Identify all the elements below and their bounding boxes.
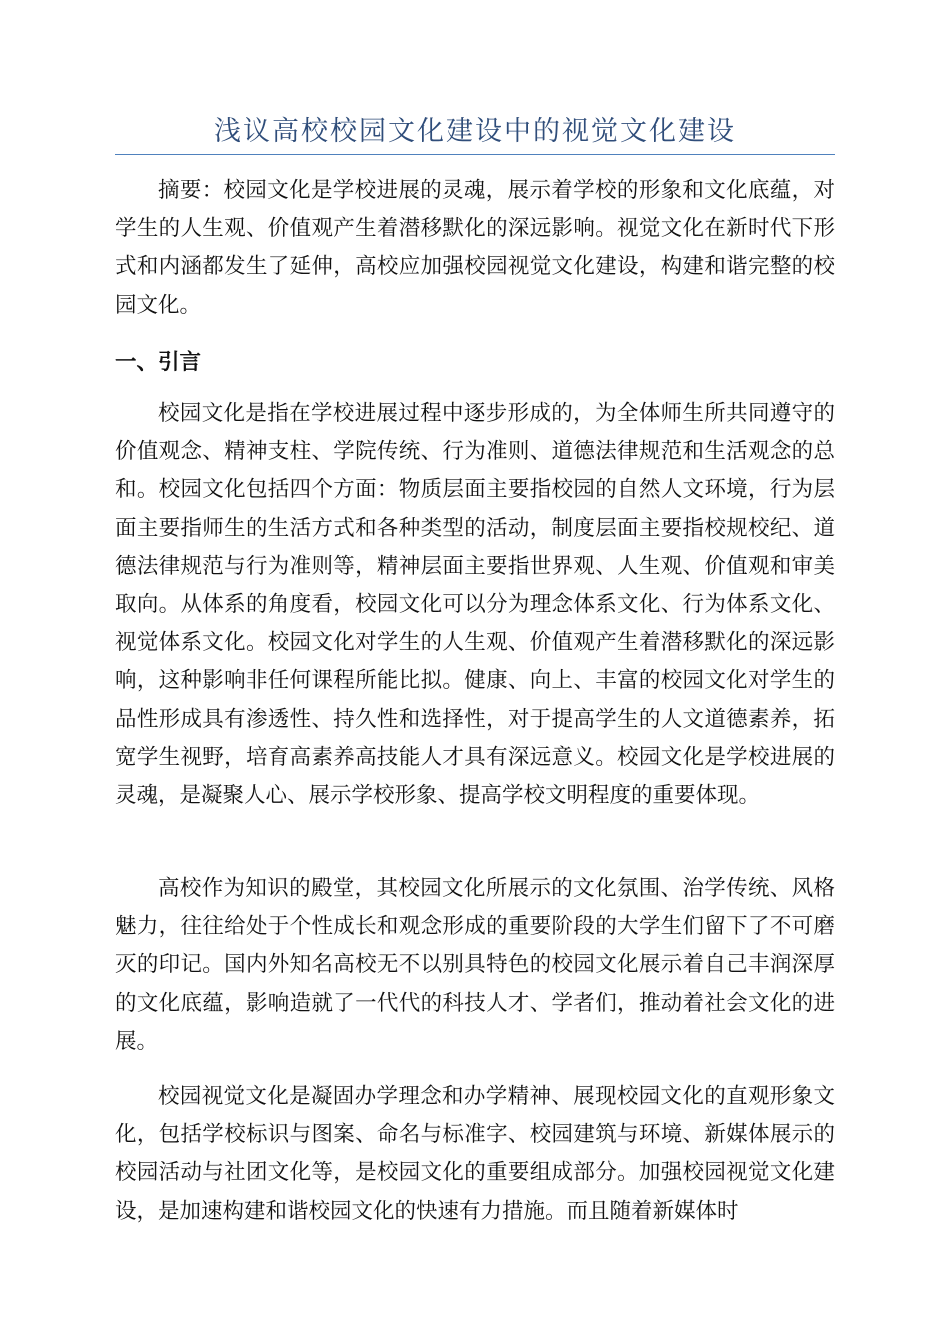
title-underline <box>115 154 835 155</box>
body-paragraph-2: 高校作为知识的殿堂，其校园文化所展示的文化氛围、治学传统、风格魅力，往往给处于个性成长和观念形成的重要阶段的大学生们留下了不可磨灭的印记。国内外知名高校无不以别具特色的校园文化展示着自己丰润深厚的文化底蕴，影响造就了一代代的科技人才、学者们，推动着社会文化的进展。 <box>115 876 835 1054</box>
document-title: 浅议高校校园文化建设中的视觉文化建设 <box>214 116 736 147</box>
section-heading-introduction: 一、引言 <box>115 350 202 375</box>
abstract-paragraph: 摘要：校园文化是学校进展的灵魂，展示着学校的形象和文化底蕴，对学生的人生观、价值观产生着潜移默化的深远影响。视觉文化在新时代下形式和内涵都发生了延伸，高校应加强校园视觉文化建设，构建和谐完整的校园文化。 <box>115 178 835 318</box>
body-paragraph-3: 校园视觉文化是凝固办学理念和办学精神、展现校园文化的直观形象文化，包括学校标识与图案、命名与标准字、校园建筑与环境、新媒体展示的校园活动与社团文化等，是校园文化的重要组成部分。加强校园视觉文化建设，是加速构建和谐校园文化的快速有力措施。而且随着新媒体时 <box>115 1084 835 1224</box>
body-paragraph-1: 校园文化是指在学校进展过程中逐步形成的，为全体师生所共同遵守的价值观念、精神支柱、学院传统、行为准则、道德法律规范和生活观念的总和。校园文化包括四个方面：物质层面主要指校园的自然人文环境，行为层面主要指师生的生活方式和各种类型的活动，制度层面主要指校规校纪、道德法律规范与行为准则等，精神层面主要指世界观、人生观、价值观和审美取向。从体系的角度看，校园文化可以分为理念体系文化、行为体系文化、视觉体系文化。校园文化对学生的人生观、价值观产生着潜移默化的深远影响，这种影响非任何课程所能比拟。健康、向上、丰富的校园文化对学生的品性形成具有渗透性、持久性和选择性，对于提高学生的人文道德素养，拓宽学生视野，培育高素养高技能人才具有深远意义。校园文化是学校进展的灵魂，是凝聚人心、展示学校形象、提高学校文明程度的重要体现。 <box>115 401 835 809</box>
